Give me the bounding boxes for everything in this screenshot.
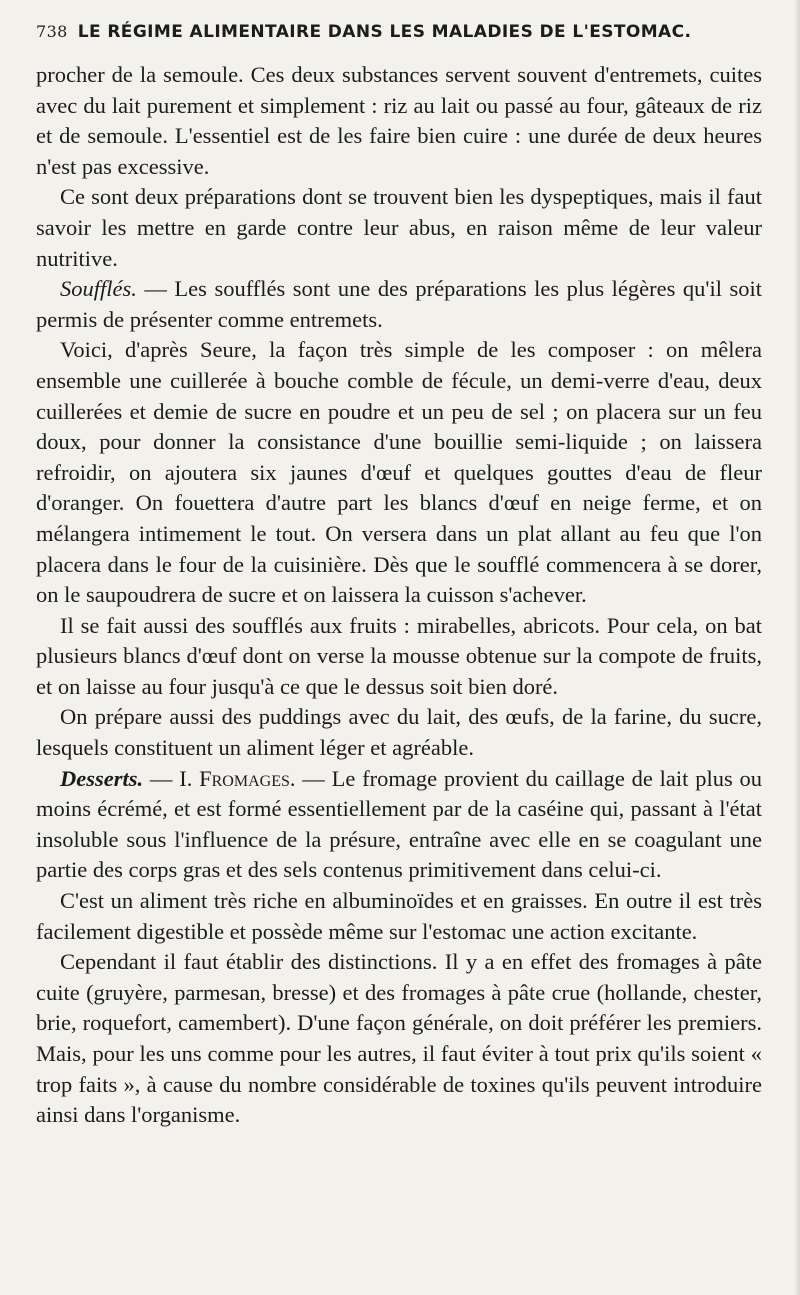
section-heading-desserts: Desserts. <box>60 765 144 791</box>
running-title: LE RÉGIME ALIMENTAIRE DANS LES MALADIES DE L'ESTOMAC. <box>77 22 692 42</box>
paragraph-desserts <box>36 764 762 886</box>
paragraph-souffles <box>36 274 762 335</box>
paragraph-desserts-text: — Le fromage provient du caillage de lait plus ou moins écrémé, et est formé essentiellement par de la caséine qui, passant à l'état insoluble sous l'influence de la présure, entraîne avec elle en se coagulant une partie des corps gras et des sels contenus primitivement dans celui-ci. <box>36 765 763 883</box>
paragraph-souffles-fruits: Il se fait aussi des soufflés aux fruits : mirabelles, abricots. Pour cela, on bat plusieurs blancs d'œuf dont on verse la mousse obtenue sur la compote de fruits, et on laisse au four jusqu'à ce que le dessus soit bien doré. <box>36 612 762 699</box>
paragraph-dyspeptiques: Ce sont deux préparations dont se trouvent bien les dyspeptiques, mais il faut savoir les mettre en garde contre leur abus, en raison même de leur valeur nutritive. <box>36 184 762 271</box>
page-edge-shadow <box>794 0 800 1295</box>
paragraph-distinctions: Cependant il faut établir des distinctions. Il y a en effet des fromages à pâte cuite (gruyère, parmesan, bresse) et des fromages à pâte crue (hollande, chester, brie, roquefort, camembert). D'une façon générale, on doit préférer les premiers. Mais, pour les uns comme pour les autres, il faut éviter à tout prix qu'ils soient « trop faits », à cause du nombre considérable de toxines qu'ils peuvent introduire ainsi dans l'organisme. <box>36 949 762 1128</box>
paragraph-semoule: procher de la semoule. Ces deux substances servent souvent d'entremets, cuites avec du lait purement et simplement : riz au lait ou passé au four, gâteaux de riz et de semoule. L'essentiel est de les faire bien cuire : une durée de deux heures n'est pas excessive. <box>36 62 762 179</box>
section-heading-souffles: Soufflés. <box>60 276 137 302</box>
body-text <box>36 60 762 1131</box>
subsection-number: — I. <box>143 765 200 791</box>
running-head <box>36 22 762 60</box>
subsection-heading-fromages: Fromages. <box>199 765 296 791</box>
page-number: 738 <box>36 22 68 41</box>
paragraph-puddings: On prépare aussi des puddings avec du lait, des œufs, de la farine, du sucre, lesquels constituent un aliment léger et agréable. <box>36 704 762 761</box>
paragraph-souffles-text: — Les soufflés sont une des préparations les plus légères qu'il soit permis de présenter comme entremets. <box>36 276 762 332</box>
paragraph-recette-seure: Voici, d'après Seure, la façon très simple de les composer : on mêlera ensemble une cuillerée à bouche comble de fécule, un demi-verre d'eau, deux cuillerées et demie de sucre en poudre et un peu de sel ; on placera sur un feu doux, pour donner la consistance d'une bouillie semi-liquide ; on laissera refroidir, on ajoutera six jaunes d'œuf et quelques gouttes d'eau de fleur d'oranger. On fouettera d'autre part les blancs d'œuf en neige ferme, et on mélangera intimement le tout. On versera dans un plat allant au feu que l'on placera dans le four de la cuisinière. Dès que le soufflé commencera à se dorer, on le saupoudrera de sucre et on laissera la cuisson s'achever. <box>36 337 762 608</box>
paragraph-albuminoides: C'est un aliment très riche en albuminoïdes et en graisses. En outre il est très facilement digestible et possède même sur l'estomac une action excitante. <box>36 888 762 944</box>
